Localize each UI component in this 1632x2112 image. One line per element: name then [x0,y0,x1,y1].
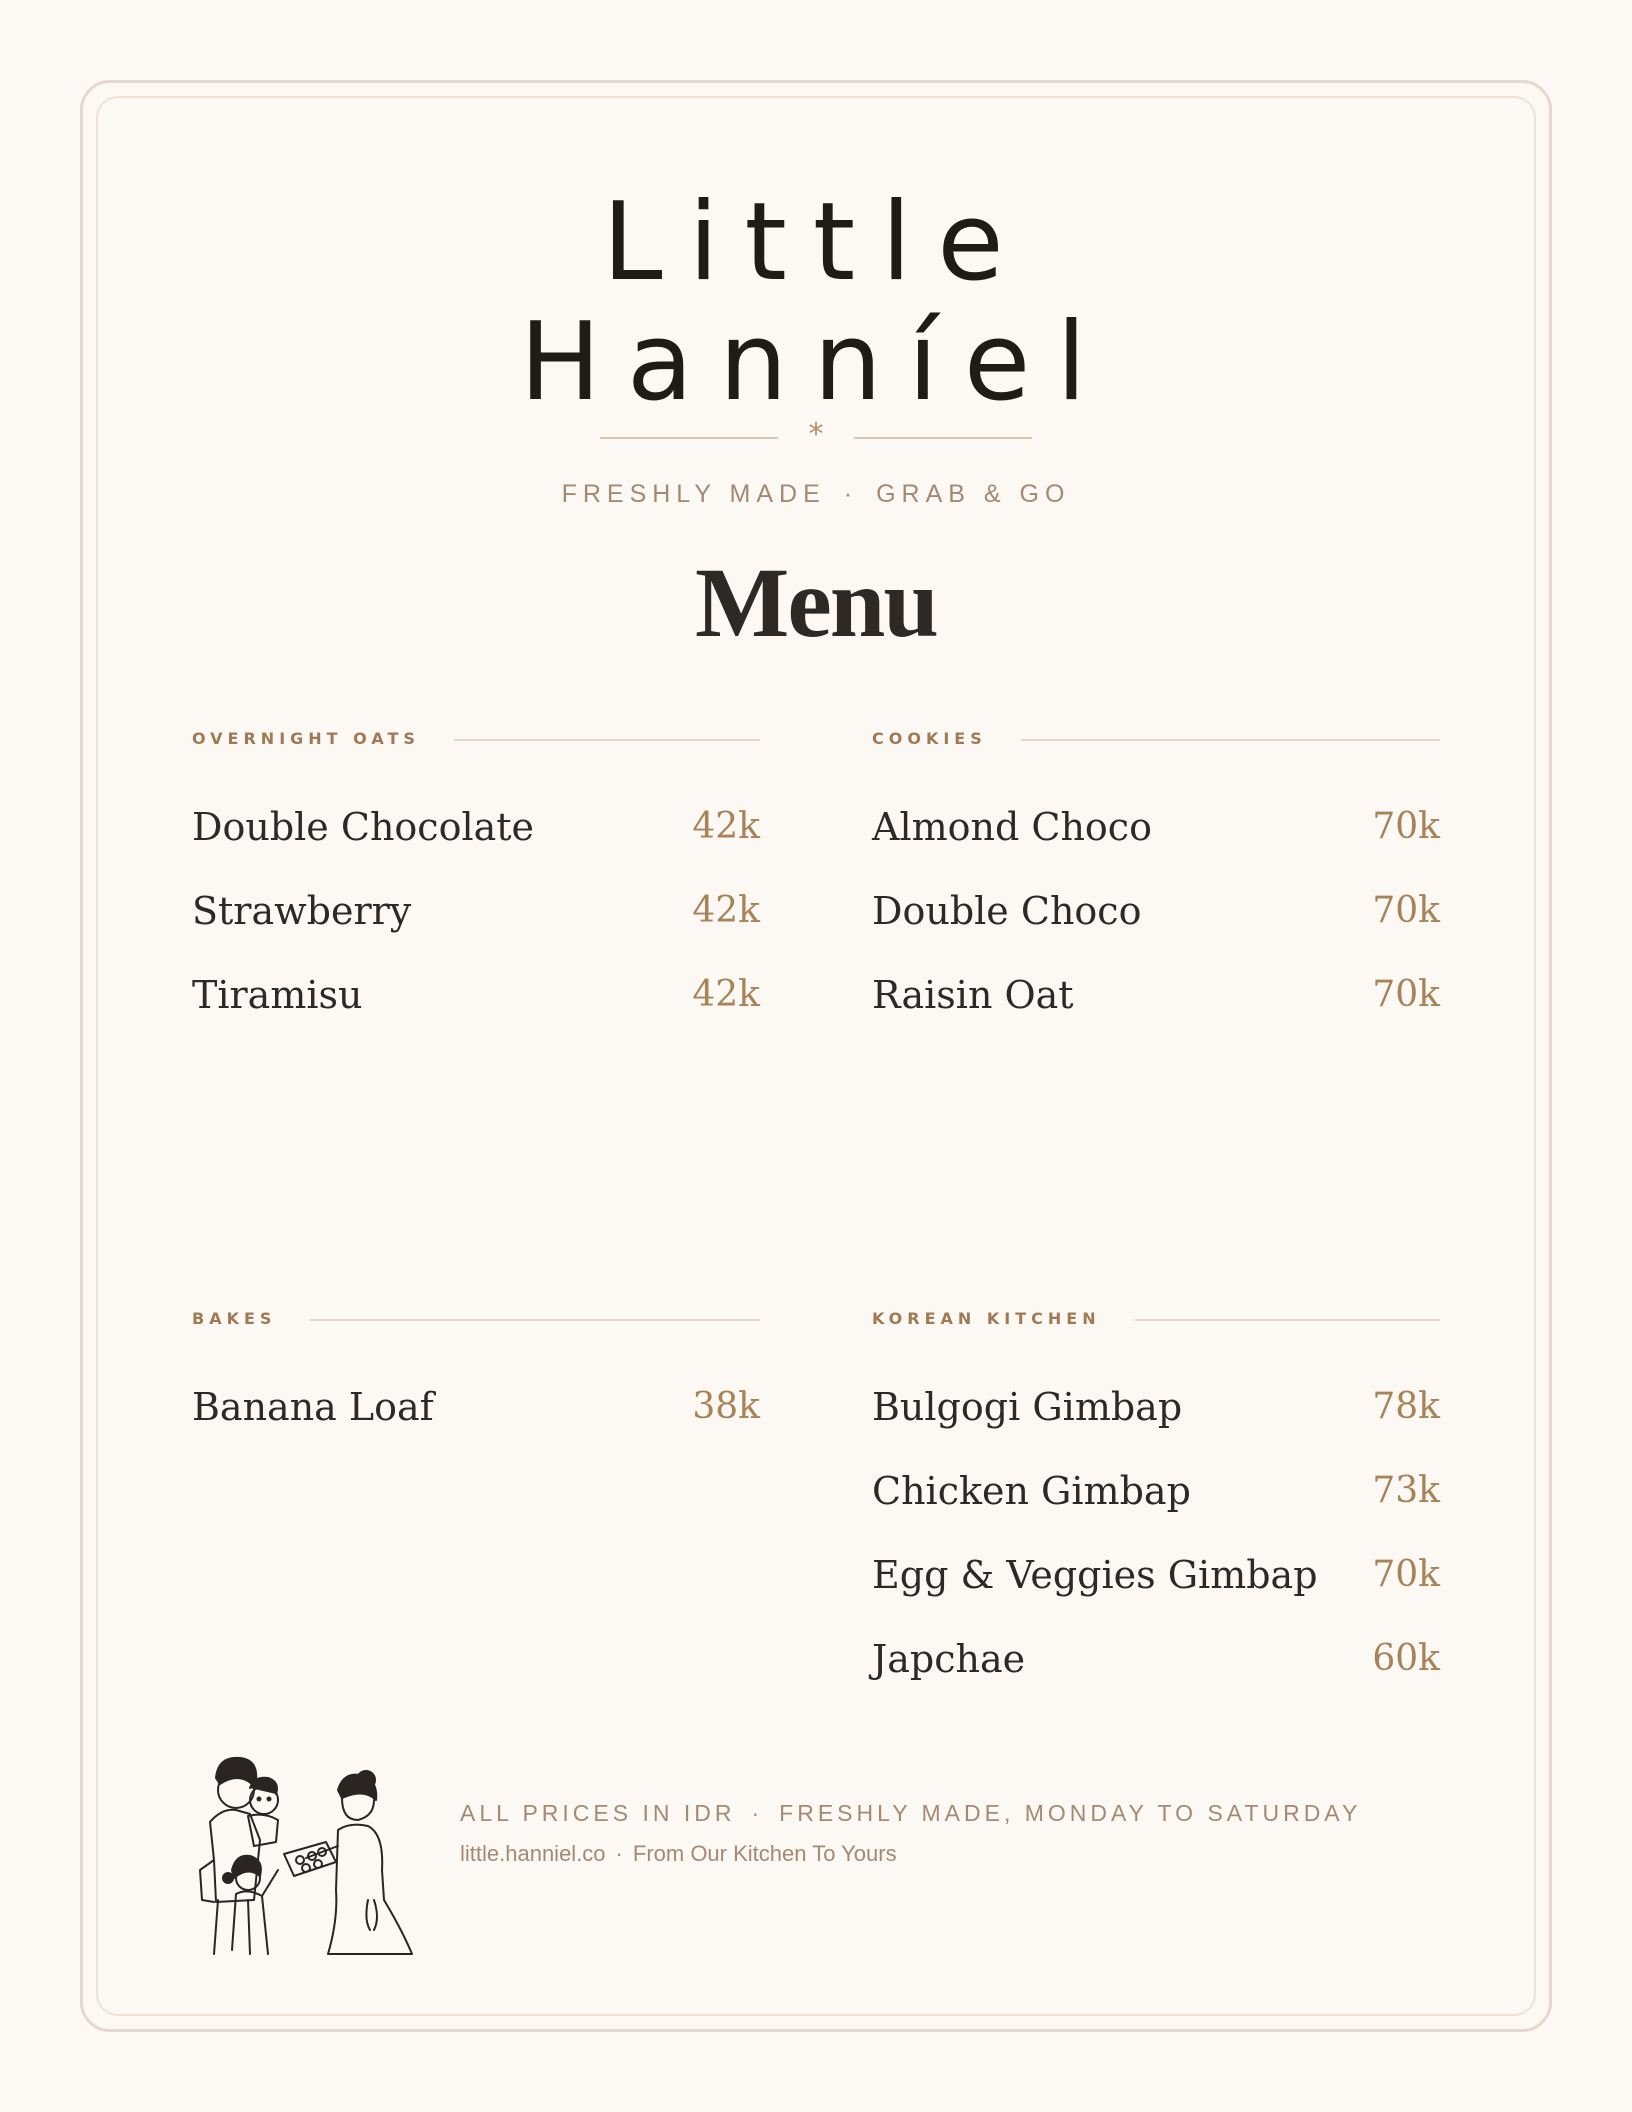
item-name: Almond Choco [872,805,1152,849]
footer-contact [460,1841,897,1867]
divider-line-right [854,437,1032,439]
item-name: Double Chocolate [192,805,535,849]
item-price: 78k [1372,1386,1440,1427]
section-header [192,1307,760,1331]
menu-item [872,953,1440,1037]
item-price: 70k [1372,890,1440,931]
item-price: 70k [1372,1554,1440,1595]
menu-item [872,869,1440,953]
item-list [192,785,760,1037]
family-baking-illustration [188,1750,418,1960]
section-overnight-oats [192,727,760,1037]
asterisk-icon: * [808,417,824,452]
tagline [0,480,1632,509]
section-cookies [872,727,1440,1037]
item-name: Strawberry [192,889,412,933]
item-name: Banana Loaf [192,1385,434,1429]
footer-separator: · [751,1800,764,1826]
section-header [192,727,760,751]
footer-slogan: From Our Kitchen To Yours [632,1841,897,1866]
item-list [872,785,1440,1037]
menu-item [872,1617,1440,1701]
item-name: Raisin Oat [872,973,1074,1017]
item-name: Chicken Gimbap [872,1469,1191,1513]
logo-line-1: Little [602,180,1030,305]
item-name: Japchae [872,1637,1026,1681]
menu-item [192,953,760,1037]
section-label: COOKIES [872,727,1021,751]
item-name: Egg & Veggies Gimbap [872,1553,1318,1597]
section-bakes [192,1307,760,1449]
section-label: OVERNIGHT OATS [192,727,454,751]
footer-note [460,1800,1361,1827]
tagline-separator: · [843,480,859,508]
item-list [872,1365,1440,1701]
menu-item [192,785,760,869]
item-list [192,1365,760,1449]
item-price: 73k [1372,1470,1440,1511]
section-korean-kitchen [872,1307,1440,1701]
section-header [872,1307,1440,1331]
logo-divider [600,417,1032,452]
section-header [872,727,1440,751]
footer-separator: · [615,1841,623,1866]
menu-item [872,1449,1440,1533]
logo-line-2: Hanníel [519,300,1113,425]
item-price: 42k [692,890,760,931]
tagline-right: GRAB & GO [876,480,1071,508]
footer-note-left: ALL PRICES IN IDR [460,1800,736,1826]
page-title: Menu [695,547,937,658]
item-price: 38k [692,1386,760,1427]
section-label: KOREAN KITCHEN [872,1307,1135,1331]
item-price: 42k [692,974,760,1015]
item-name: Tiramisu [192,973,363,1017]
tagline-left: FRESHLY MADE [561,480,826,508]
item-price: 70k [1372,806,1440,847]
menu-item [872,785,1440,869]
item-price: 60k [1372,1638,1440,1679]
item-name: Bulgogi Gimbap [872,1385,1183,1429]
brand-logo [500,170,1132,430]
footer-note-right: FRESHLY MADE, MONDAY TO SATURDAY [779,1800,1362,1826]
website-link[interactable]: little.hanniel.co [460,1841,606,1866]
item-price: 70k [1372,974,1440,1015]
item-name: Double Choco [872,889,1142,933]
menu-item [872,1533,1440,1617]
menu-item [192,869,760,953]
item-price: 42k [692,806,760,847]
section-label: BAKES [192,1307,310,1331]
menu-item [872,1365,1440,1449]
menu-item [192,1365,760,1449]
